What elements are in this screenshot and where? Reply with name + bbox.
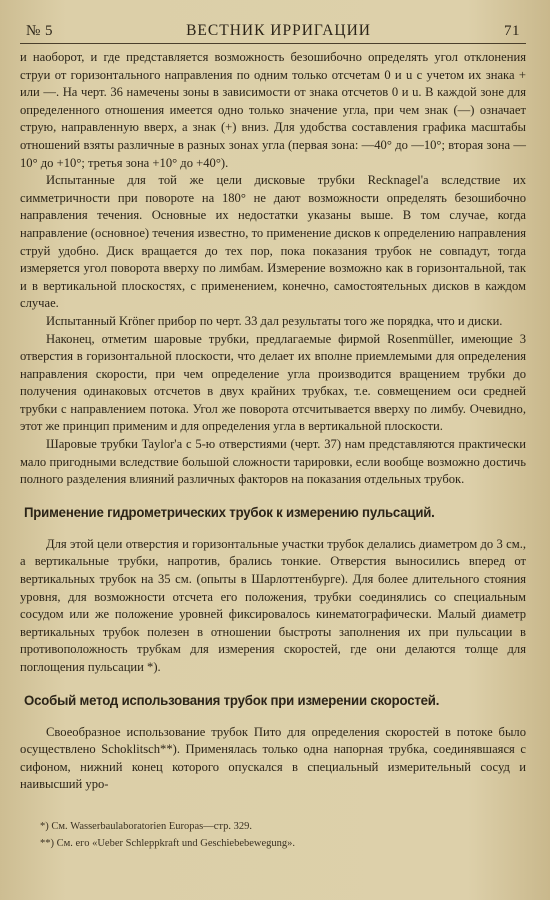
paragraph-recknagel: Испытанные для той же цели дисковые трубки Recknagel'а вследствие их симметричности при повороте на 180° не дают возможности определять безошибочно направления течения. Основные их недостатки указаны выше. В том случае, когда направление (основное) течения известно, то применение дисков к определению направления струй удобно. Диск вращается до тех пор, пока показания трубок не совпадут, тогда измеряется угол поворота вверху по лимбам. Измерение возможно как в горизонтальной, так и в вертикальной плоскостях, с применением, конечно, самостоятельных дисков в каждом случае. [20, 173, 526, 311]
page-number: 71 [503, 23, 520, 39]
section-heading-special-method: Особый метод использования трубок при измерении скоростей. [24, 692, 440, 709]
page-header [20, 22, 526, 44]
paragraph-continuation: и наоборот, и где представляется возможность безошибочно определять угол отклонения струи от горизонтального направления по одним только отсчетам 0 и u с учетом их знака + или —. На черт. 36 намечены зоны в зависимости от знака отсчетов 0 и u. В каждой зоне для определенного отношения имеется одно только значение угла, при чем знак (—) означает струю, направленную вверх, а знак (+) вниз. Для удобства составления графика масштабы отношений взяты различные в разных зонах угла (первая зона: —40° до —10°; вторая зона —10° до +10°; третья зона +10° до +40°). [20, 50, 526, 170]
footnote-1: *) См. Wasserbaulaboratorien Europas—стр. 329. [40, 820, 252, 832]
paragraph-taylor: Шаровые трубки Taylor'а с 5-ю отверстиями (черт. 37) нам представляются практически мало пригодными вследствие большой сложности тарировки, если вообще возможно достичь полного разделения влияний различных факторов на показания отдельных трубок. [20, 437, 526, 487]
paragraph-special-method: Своеобразное использование трубок Пито для определения скоростей в потоке было осуществлено Schoklitsch**). Применялась только одна напорная трубка, соединявшаяся с сифоном, нижний конец которого опускался в специальный измерительный сосуд и наивысший уро- [20, 724, 526, 792]
paragraph-pulsation: Для этой цели отверстия и горизонтальные участки трубок делались диаметром до 3 см., а вертикальные трубки, напротив, брались тонкие. Отверстия выносились вперед от вертикальных трубок на 35 см. (опыты в Шарлоттенбурге). Для более длительного стояния уровня, для возможности отсчета его положения, трубки соединялись со специальным сосудом или же положение уровней фиксировалось кинематографически. Малый диаметр вертикальных трубок полезен в отношении быстроты заполнения их при пульсации в противоположность трубкам для измерения скоростей, где они делаются толще для поглощения пульсации *). [20, 536, 526, 674]
section-heading-pulsation: Применение гидрометрических трубок к измерению пульсаций. [24, 504, 435, 521]
footnotes [20, 818, 526, 852]
issue-number: № 5 [26, 23, 54, 39]
paragraph-rosenmuller: Наконец, отметим шаровые трубки, предлагаемые фирмой Rosenmüller, имеющие 3 отверстия в горизонтальной плоскости, что делает их вполне приемлемыми для определения направления скорости, при чем определение угла производится вращением трубки до получения одинаковых отсчетов в двух крайних трубках, т.е. совмещением оси средней трубки с направлением потока. Угол же поворота отсчитывается вверху по лимбу. Очевидно, этот же принцип применим и для определения угла в вертикальной плоскости. [20, 331, 526, 434]
footnote-2: **) См. его «Ueber Schleppkraft und Geschiebebewegung». [40, 837, 296, 849]
journal-title: ВЕСТНИК ИРРИГАЦИИ [186, 22, 371, 39]
paragraph-kroner: Испытанный Kröner прибор по черт. 33 дал результаты того же порядка, что и диски. [46, 313, 503, 328]
